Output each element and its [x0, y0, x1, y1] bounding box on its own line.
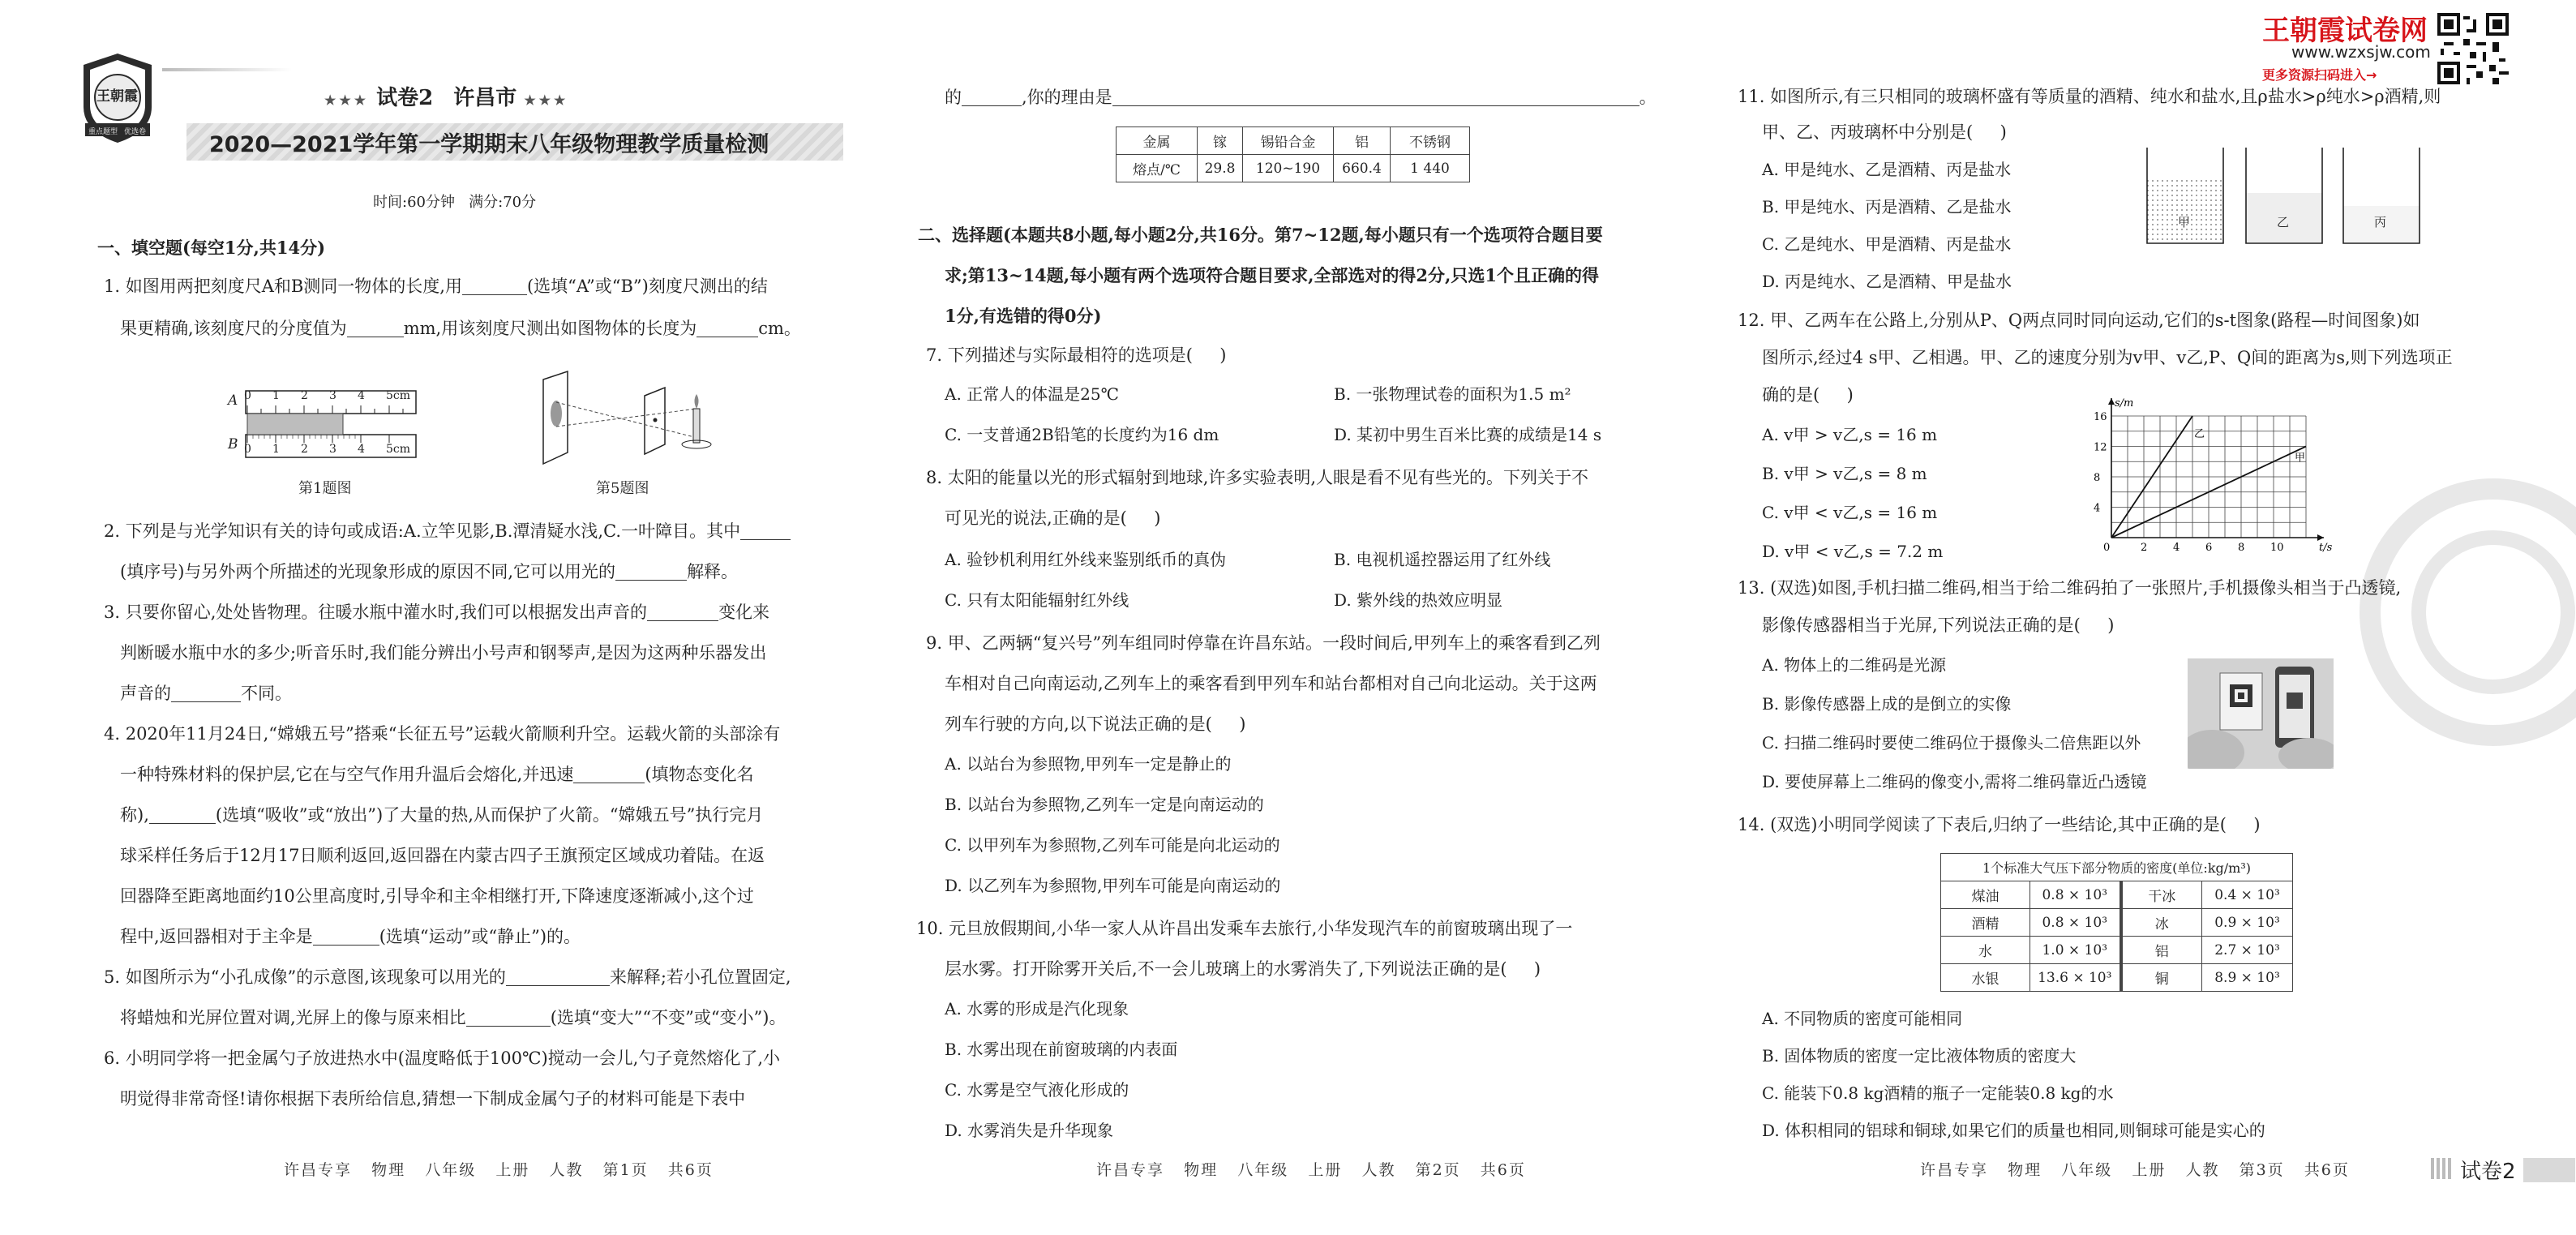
table-row: 熔点/℃ 29.8 120~190 660.4 1 440: [1117, 155, 1470, 182]
q2-blank2[interactable]: [615, 563, 687, 581]
x-tick-label: 10: [2270, 542, 2284, 554]
time-info: 时间:60分钟 满分:70分: [373, 194, 537, 211]
watermark-seal-inner: [2411, 530, 2575, 694]
q13-stem-2: 影像传感器相当于光屏,下列说法正确的是( ): [1762, 615, 2115, 635]
q7-option-b[interactable]: B. 一张物理试卷的面积为1.5 m²: [1334, 384, 1571, 404]
q2-line2: (填序号)与另外两个所描述的光现象形成的原因不同,它可以用光的 解释。: [120, 562, 739, 581]
table-row: 酒精 0.8 × 10³ 冰 0.9 × 10³: [1941, 909, 2293, 937]
q3-blank1[interactable]: [647, 603, 718, 621]
q11-option-c[interactable]: C. 乙是纯水、甲是酒精、丙是盐水: [1762, 234, 2012, 254]
table-row: 煤油 0.8 × 10³ 干冰 0.4 × 10³: [1941, 881, 2293, 909]
q11-stem-1: 11. 如图所示,有三只相同的玻璃杯盛有等质量的酒精、纯水和盐水,且ρ盐水>ρ纯水>ρ酒精,则: [1738, 87, 2441, 106]
q11-option-b[interactable]: B. 甲是纯水、丙是酒精、乙是盐水: [1762, 197, 2012, 217]
q4-line3: 称), (选填“吸收”或“放出”)了大量的热,从而保护了火箭。“嫦娥五号”执行完月: [120, 805, 764, 825]
q10-stem-2: 层水雾。打开除雾开关后,不一会儿玻璃上的水雾消失了,下列说法正确的是( ): [945, 959, 1541, 979]
footer-page2: 许昌专享 物理 八年级 上册 人教 第2页 共6页: [1096, 1161, 1526, 1179]
ruler-b-label: B: [228, 436, 238, 452]
logo-sub-left: 重点题型: [88, 128, 118, 136]
paper-city: 许昌市: [453, 86, 517, 110]
header-swoosh: [162, 68, 292, 71]
q8-stem-1: 8. 太阳的能量以光的形式辐射到地球,许多实验表明,人眼是看不见有些光的。下列关于不: [926, 468, 1589, 487]
x-tick-label: 2: [2141, 542, 2148, 554]
q13-stem-1: 13. (双选)如图,手机扫描二维码,相当于给二维码拍了一张照片,手机摄像头相当于凸透镜,: [1738, 578, 2402, 598]
q2-line1: 2. 下列是与光学知识有关的诗句或成语:A.立竿见影,B.潭清疑水浅,C.一叶障目。其中: [104, 511, 791, 551]
q12-stem-1: 12. 甲、乙两车在公路上,分别从P、Q两点同时同向运动,它们的s-t图象(路程—时间图象)如: [1738, 311, 2420, 330]
qr-code-icon[interactable]: [2437, 13, 2509, 84]
page-1: [0, 0, 859, 1235]
brand-url[interactable]: www.wzxsjw.com: [2291, 42, 2431, 62]
y-axis-label: s/m: [2115, 397, 2134, 410]
x-axis-arrow: [2317, 534, 2324, 541]
q1-blank3[interactable]: [697, 319, 758, 337]
paper-label: 试卷2: [376, 86, 434, 110]
q8-option-d[interactable]: D. 紫外线的热效应明显: [1334, 590, 1503, 610]
q6-blank2[interactable]: [1112, 88, 1639, 106]
fig1-caption: 第1题图: [298, 480, 352, 497]
cup-label-jia: 甲: [2178, 215, 2191, 229]
q14-option-c[interactable]: C. 能装下0.8 kg酒精的瓶子一定能装0.8 kg的水: [1762, 1083, 2114, 1103]
q4-line4: 球采样任务后于12月17日顺利返回,返回器在内蒙古四子王旗预定区域成功着陆。在返: [120, 846, 765, 865]
exam-title: 2020—2021学年第一学期期末八年级物理教学质量检测: [209, 132, 769, 157]
q3-line1: 3. 只要你留心,处处皆物理。往暖水瓶中灌水时,我们可以根据发出声音的 变化来: [104, 602, 770, 622]
q4-blank3[interactable]: [313, 928, 379, 946]
density-table: [1940, 853, 2293, 992]
q14-stem: 14. (双选)小明同学阅读了下表后,归纳了一些结论,其中正确的是( ): [1738, 815, 2261, 834]
q9-option-b[interactable]: B. 以站台为参照物,乙列车一定是向南运动的: [945, 795, 1264, 814]
q12-stem-3: 确的是( ): [1762, 385, 1854, 405]
series-label: 甲: [2295, 452, 2306, 465]
q6-line2: 明觉得非常奇怪!请你根据下表所给信息,猜想一下制成金属勺子的材料可能是下表中: [120, 1089, 746, 1108]
logo-text: 王朝霞: [96, 88, 138, 105]
q4-line2: 一种特殊材料的保护层,它在与空气作用升温后会熔化,并迅速 (填物态变化名: [120, 765, 754, 784]
q1-line2: 果更精确,该刻度尺的分度值为 mm,用该刻度尺测出如图物体的长度为 cm。: [120, 319, 801, 338]
cup-label-yi: 乙: [2277, 215, 2290, 229]
q7-option-d[interactable]: D. 某初中男生百米比赛的成绩是14 s: [1334, 425, 1602, 444]
q13-option-c[interactable]: C. 扫描二维码时要使二维码位于摄像头二倍焦距以外: [1762, 733, 2141, 753]
corner-label: 试卷2: [2460, 1160, 2516, 1184]
q3-line3: 声音的 不同。: [120, 684, 292, 703]
section2-title-3: 1分,有选错的得0分): [945, 306, 1102, 326]
q1-blank2[interactable]: [347, 319, 404, 337]
q9-option-d[interactable]: D. 以乙列车为参照物,甲列车可能是向南运动的: [945, 876, 1281, 895]
q4-line5: 回器降至距离地面约10公里高度时,引导伞和主伞相继打开,下降速度逐渐减小,这个过: [120, 886, 754, 906]
q14-option-b[interactable]: B. 固体物质的密度一定比液体物质的密度大: [1762, 1046, 2077, 1066]
q5-line1: 5. 如图所示为“小孔成像”的示意图,该现象可以用光的 来解释;若小孔位置固定,: [104, 967, 791, 987]
cup-label-bing: 丙: [2374, 215, 2387, 229]
q12-option-c[interactable]: C. v甲 < v乙,s = 16 m: [1762, 503, 1938, 522]
stars-left: ★★★: [324, 92, 370, 108]
q3-blank2[interactable]: [171, 684, 241, 702]
st-chart-svg: [2079, 396, 2347, 558]
y-tick-label: 16: [2094, 411, 2107, 423]
fig1-rulers: A B 0 1 2 3 4 5cm 0 1 2 3 4 5cm: [223, 375, 434, 472]
stars-right: ★★★: [524, 92, 569, 108]
brand-logo: [77, 50, 158, 146]
q6-line1: 6. 小明同学将一把金属勺子放进热水中(温度略低于100℃)搅动一会儿,勺子竟然熔化了,小: [104, 1048, 781, 1068]
q9-stem-1: 9. 甲、乙两辆“复兴号”列车组同时停靠在许昌东站。一段时间后,甲列车上的乘客看到乙列: [926, 633, 1601, 653]
q3-line2: 判断暖水瓶中水的多少;听音乐时,我们能分辨出小号声和钢琴声,是因为这两种乐器发出: [120, 643, 767, 663]
q4-line1: 4. 2020年11月24日,“嫦娥五号”搭乘“长征五号”运载火箭顺利升空。运载火箭的头部涂有: [104, 724, 781, 744]
q13-option-a[interactable]: A. 物体上的二维码是光源: [1762, 655, 1947, 675]
q9-option-c[interactable]: C. 以甲列车为参照物,乙列车可能是向北运动的: [945, 835, 1280, 855]
melting-point-table: [1116, 127, 1470, 182]
fig13-phone-scan: [2188, 658, 2334, 769]
footer-page3: 许昌专享 物理 八年级 上册 人教 第3页 共6页: [1920, 1161, 2350, 1179]
page-2: [859, 0, 1717, 1235]
q5-line2: 将蜡烛和光屏位置对调,光屏上的像与原来相比 (选填“变大”“不变”或“变小”)。: [120, 1008, 787, 1027]
y-tick-label: 4: [2094, 502, 2101, 515]
q7-stem: 7. 下列描述与实际最相符的选项是( ): [926, 345, 1227, 365]
q10-stem-1: 10. 元旦放假期间,小华一家人从许昌出发乘车去旅行,小华发现汽车的前窗玻璃出现了一: [916, 919, 1573, 938]
table-row: 1个标准大气压下部分物质的密度(单位:kg/m³): [1941, 854, 2293, 881]
logo-sub-right: 优选卷: [124, 128, 147, 136]
q1-line1: 1. 如图用两把刻度尺A和B测同一物体的长度,用 (选填“A”或“B”)刻度尺测出的结: [104, 277, 768, 296]
q5-blank1[interactable]: [506, 968, 610, 986]
corner-decoration: [2431, 1158, 2452, 1179]
q14-option-a[interactable]: A. 不同物质的密度可能相同: [1762, 1009, 1963, 1028]
y-axis-arrow: [2108, 398, 2115, 405]
q6-blank1[interactable]: [962, 88, 1022, 106]
q4-line6: 程中,返回器相对于主伞是 (选填“运动”或“静止”)的。: [120, 927, 581, 946]
ruler-a-label: A: [228, 392, 238, 409]
fig11-cups: [2145, 144, 2421, 247]
q8-stem-2: 可见光的说法,正确的是( ): [945, 508, 1161, 528]
q4-blank1[interactable]: [573, 765, 645, 783]
fig5-caption: 第5题图: [596, 480, 649, 497]
q8-option-a[interactable]: A. 验钞机利用红外线来鉴别纸币的真伪: [945, 550, 1227, 569]
q13-option-b[interactable]: B. 影像传感器上成的是倒立的实像: [1762, 694, 2012, 714]
paper-heading: [324, 81, 568, 111]
footer-page1: 许昌专享 物理 八年级 上册 人教 第1页 共6页: [284, 1161, 714, 1179]
table-row: 水 1.0 × 10³ 铝 2.7 × 10³: [1941, 937, 2293, 964]
q14-option-d[interactable]: D. 体积相同的铝球和铜球,如果它们的质量也相同,则铜球可能是实心的: [1762, 1121, 2265, 1140]
q13-option-d[interactable]: D. 要使屏幕上二维码的像变小,需将二维码靠近凸透镜: [1762, 772, 2147, 791]
x-tick-label: 0: [2103, 542, 2111, 554]
q4-blank2[interactable]: [149, 806, 216, 824]
q9-stem-3: 列车行驶的方向,以下说法正确的是( ): [945, 714, 1246, 734]
section1-title: 一、填空题(每空1分,共14分): [97, 238, 326, 258]
q12-option-d[interactable]: D. v甲 < v乙,s = 7.2 m: [1762, 542, 1944, 561]
x-tick-label: 6: [2205, 542, 2213, 554]
section2-title-2: 求;第13~14题,每小题有两个选项符合题目要求,全部选对的得2分,只选1个且正确的得: [945, 265, 1599, 285]
q7-option-a[interactable]: A. 正常人的体温是25℃: [945, 384, 1119, 404]
table-row: 金属 镓 锡铅合金 铝 不锈钢: [1117, 127, 1470, 155]
q11-option-a[interactable]: A. 甲是纯水、乙是酒精、丙是盐水: [1762, 160, 2012, 179]
q9-stem-2: 车相对自己向南运动,乙列车上的乘客看到甲列车和站台都相对自己向北运动。关于这两: [945, 674, 1597, 693]
q7-option-c[interactable]: C. 一支普通2B铅笔的长度约为16 dm: [945, 425, 1219, 444]
section2-title-1: 二、选择题(本题共8小题,每小题2分,共16分。第7~12题,每小题只有一个选项符合题目要: [918, 225, 1603, 245]
y-tick-label: 12: [2094, 441, 2107, 454]
q6-line3: 的 ,你的理由是 。: [945, 88, 1657, 107]
table-row: 水银 13.6 × 10³ 铜 8.9 × 10³: [1941, 964, 2293, 992]
q9-option-a[interactable]: A. 以站台为参照物,甲列车一定是静止的: [945, 754, 1232, 774]
fig5-pinhole: [535, 363, 722, 469]
page-3: [1717, 0, 2576, 1235]
x-tick-label: 8: [2238, 542, 2245, 554]
q10-option-d[interactable]: D. 水雾消失是升华现象: [945, 1121, 1114, 1140]
q1-blank1[interactable]: [462, 277, 527, 295]
series-label: 乙: [2194, 428, 2205, 440]
x-axis-label: t/s: [2319, 542, 2333, 554]
q11-stem-2: 甲、乙、丙玻璃杯中分别是( ): [1762, 122, 2007, 142]
q5-blank2[interactable]: [466, 1009, 551, 1027]
q12-option-b[interactable]: B. v甲 > v乙,s = 8 m: [1762, 464, 1927, 483]
q12-stem-2: 图所示,经过4 s甲、乙相遇。甲、乙的速度分别为v甲、v乙,P、Q间的距离为s,则下列选项正: [1762, 348, 2453, 367]
st-chart: [2079, 396, 2347, 558]
q2-blank1[interactable]: [740, 522, 791, 540]
brand-slogan: 更多资源扫码进入→: [2262, 67, 2377, 83]
corner-bar: [2523, 1158, 2575, 1182]
y-tick-label: 8: [2094, 472, 2101, 484]
q8-option-c[interactable]: C. 只有太阳能辐射红外线: [945, 590, 1129, 610]
q8-option-b[interactable]: B. 电视机遥控器运用了红外线: [1334, 550, 1551, 569]
q10-option-a[interactable]: A. 水雾的形成是汽化现象: [945, 999, 1129, 1018]
q12-option-a[interactable]: A. v甲 > v乙,s = 16 m: [1762, 425, 1938, 444]
q11-option-d[interactable]: D. 丙是纯水、乙是酒精、甲是盐水: [1762, 272, 2012, 291]
brand-name[interactable]: 王朝霞试卷网: [2262, 15, 2428, 47]
x-tick-label: 4: [2173, 542, 2180, 554]
q10-option-b[interactable]: B. 水雾出现在前窗玻璃的内表面: [945, 1040, 1178, 1059]
q10-option-c[interactable]: C. 水雾是空气液化形成的: [945, 1080, 1129, 1100]
